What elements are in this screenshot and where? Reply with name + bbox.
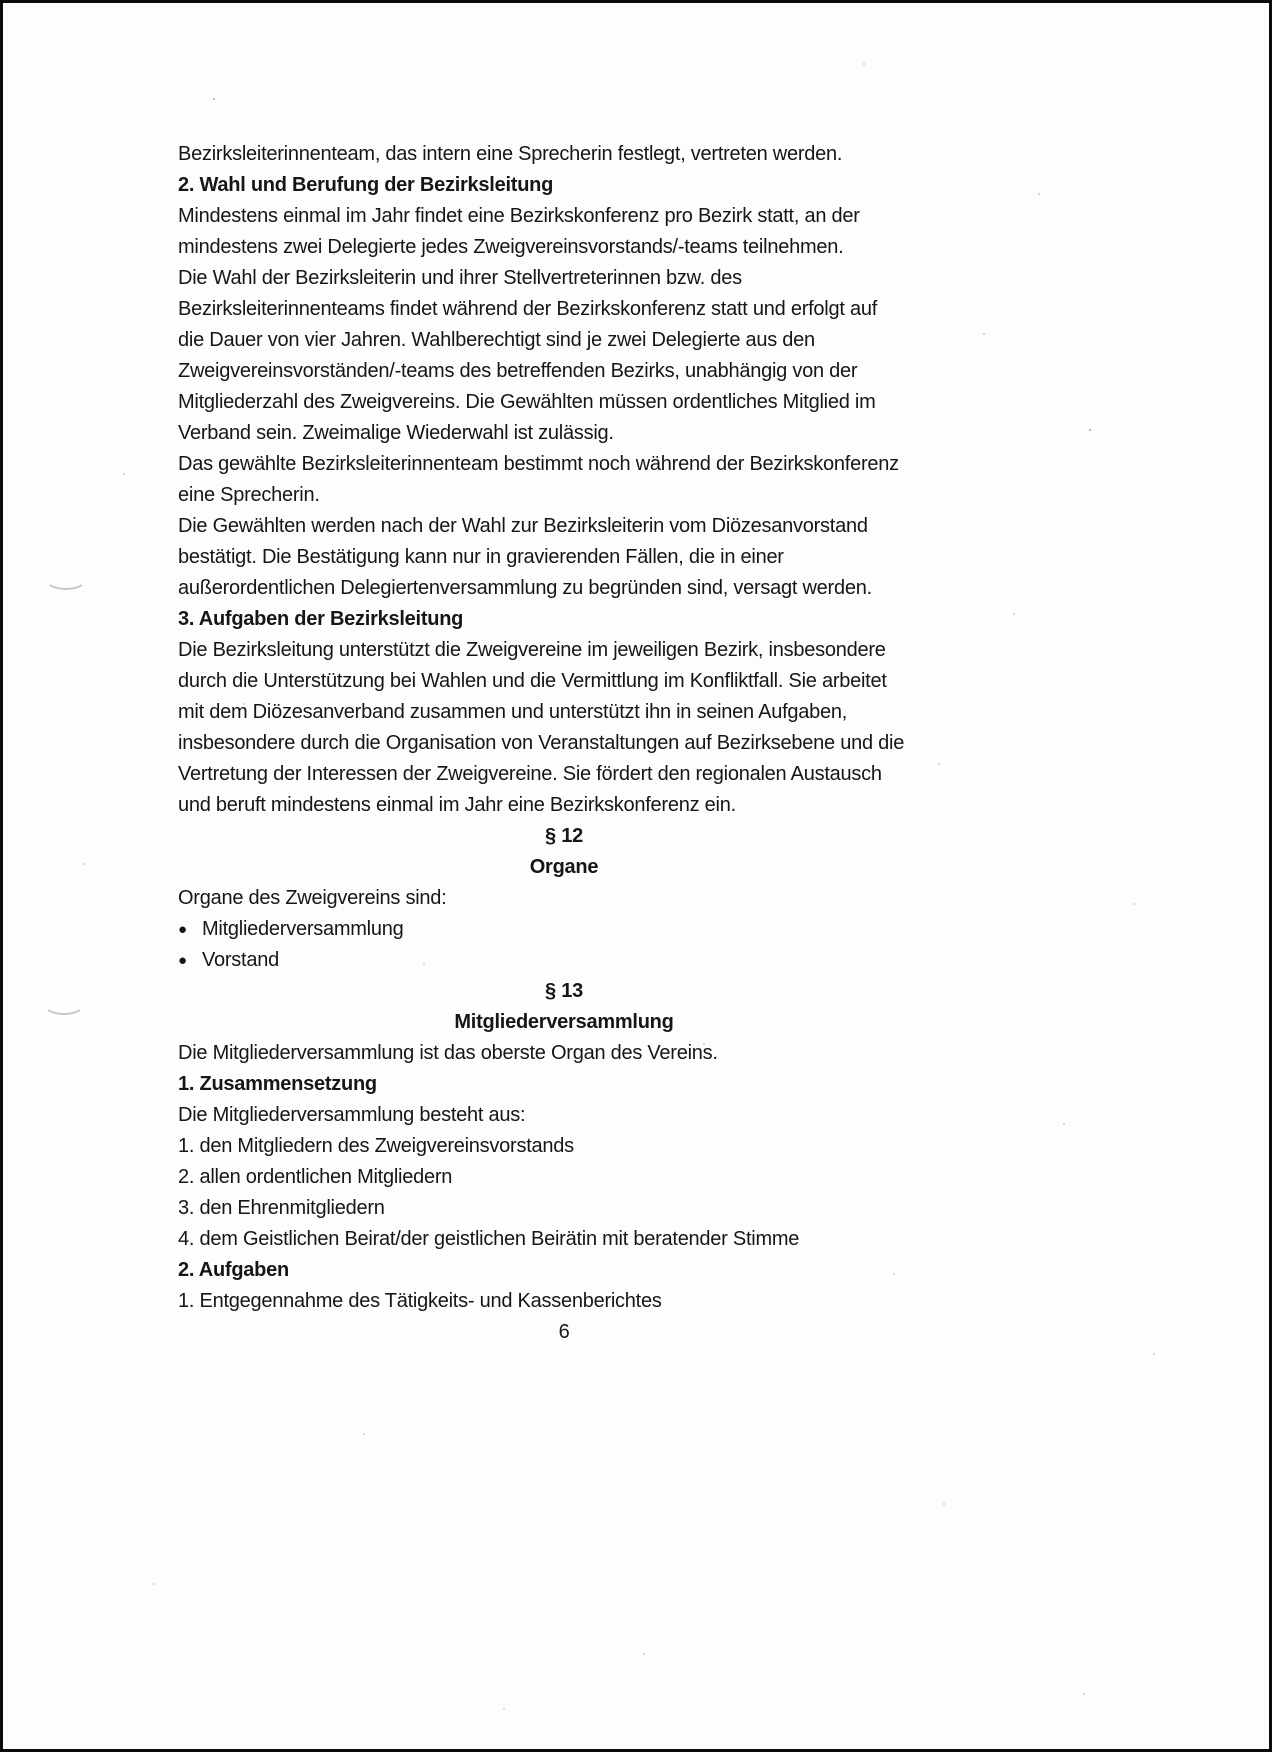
section-2-heading: 2. Wahl und Berufung der Bezirksleitung: [178, 174, 554, 196]
paragraph-line: die Dauer von vier Jahren. Wahlberechtigt sind je zwei Delegierte aus den: [178, 329, 815, 351]
section-2-paragraph-2: [178, 449, 950, 604]
list-item-label: Vorstand: [202, 949, 279, 971]
paragraph-line: Mindestens einmal im Jahr findet eine Bezirkskonferenz pro Bezirk statt, an der: [178, 205, 860, 227]
paragraph-line: Die Gewählten werden nach der Wahl zur Bezirksleiterin vom Diözesanvorstand: [178, 515, 868, 537]
aufgaben-heading: 2. Aufgaben: [178, 1259, 289, 1281]
scan-noise-speckles: [3, 3, 5, 5]
numbered-list-item: 1. Entgegennahme des Tätigkeits- und Kassenberichtes: [178, 1290, 662, 1312]
paragraph-line: mindestens zwei Delegierte jedes Zweigvereinsvorstands/-teams teilnehmen.: [178, 236, 844, 258]
zusammensetzung-intro-line: Die Mitgliederversammlung besteht aus:: [178, 1104, 526, 1126]
bullet-icon: ●: [178, 952, 187, 969]
list-item: [178, 914, 950, 945]
page-number: 6: [558, 1321, 570, 1343]
list-item: [178, 945, 950, 976]
paragraph-line: Bezirksleiterinnenteams findet während der Bezirkskonferenz statt und erfolgt auf: [178, 298, 878, 320]
paragraph-12-number: § 12: [545, 825, 583, 847]
numbered-list-item: 2. allen ordentlichen Mitgliedern: [178, 1166, 453, 1188]
paragraph-line: Vertretung der Interessen der Zweigvereine. Sie fördert den regionalen Austausch: [178, 763, 882, 785]
paragraph-line: Zweigvereinsvorständen/-teams des betreffenden Bezirks, unabhängig von der: [178, 360, 858, 382]
numbered-list-item: 1. den Mitgliedern des Zweigvereinsvorstands: [178, 1135, 574, 1157]
paragraph-line: Die Wahl der Bezirksleiterin und ihrer Stellvertreterinnen bzw. des: [178, 267, 742, 289]
paragraph-12-title: Organe: [529, 856, 599, 878]
section-3-paragraph: [178, 635, 950, 821]
paragraph-13-title: Mitgliederversammlung: [454, 1011, 674, 1033]
paragraph-13-lead-line: Die Mitgliederversammlung ist das oberste Organ des Vereins.: [178, 1042, 718, 1064]
paragraph-line: Das gewählte Bezirksleiterinnenteam bestimmt noch während der Bezirkskonferenz: [178, 453, 899, 475]
paragraph-line: Mitgliederzahl des Zweigvereins. Die Gewählten müssen ordentliches Mitglied im: [178, 391, 876, 413]
organe-intro-line: Organe des Zweigvereins sind:: [178, 887, 447, 909]
intro-continuation-line: Bezirksleiterinnenteam, das intern eine Sprecherin festlegt, vertreten werden.: [178, 143, 843, 165]
numbered-list-item: 4. dem Geistlichen Beirat/der geistlichen Beirätin mit beratender Stimme: [178, 1228, 800, 1250]
pen-mark-icon: [45, 568, 87, 590]
paragraph-line: eine Sprecherin.: [178, 484, 320, 506]
paragraph-line: insbesondere durch die Organisation von Veranstaltungen auf Bezirksebene und die: [178, 732, 905, 754]
paragraph-line: außerordentlichen Delegiertenversammlung zu begründen sind, versagt werden.: [178, 577, 872, 599]
pen-mark-icon: [43, 993, 85, 1015]
paragraph-13-number: § 13: [545, 980, 583, 1002]
numbered-list-item: 3. den Ehrenmitgliedern: [178, 1197, 385, 1219]
bullet-icon: ●: [178, 921, 187, 938]
section-3-heading: 3. Aufgaben der Bezirksleitung: [178, 608, 464, 630]
section-2-paragraph-1: [178, 201, 950, 449]
list-item-label: Mitgliederversammlung: [202, 918, 404, 940]
document-content: [178, 3, 950, 1348]
paragraph-line: mit dem Diözesanverband zusammen und unterstützt ihn in seinen Aufgaben,: [178, 701, 848, 723]
paragraph-line: und beruft mindestens einmal im Jahr eine Bezirkskonferenz ein.: [178, 794, 736, 816]
paragraph-line: Verband sein. Zweimalige Wiederwahl ist zulässig.: [178, 422, 614, 444]
zusammensetzung-heading: 1. Zusammensetzung: [178, 1073, 377, 1095]
paragraph-line: Die Bezirksleitung unterstützt die Zweigvereine im jeweiligen Bezirk, insbesondere: [178, 639, 886, 661]
paragraph-line: bestätigt. Die Bestätigung kann nur in gravierenden Fällen, die in einer: [178, 546, 784, 568]
paragraph-line: durch die Unterstützung bei Wahlen und die Vermittlung im Konfliktfall. Sie arbeitet: [178, 670, 887, 692]
